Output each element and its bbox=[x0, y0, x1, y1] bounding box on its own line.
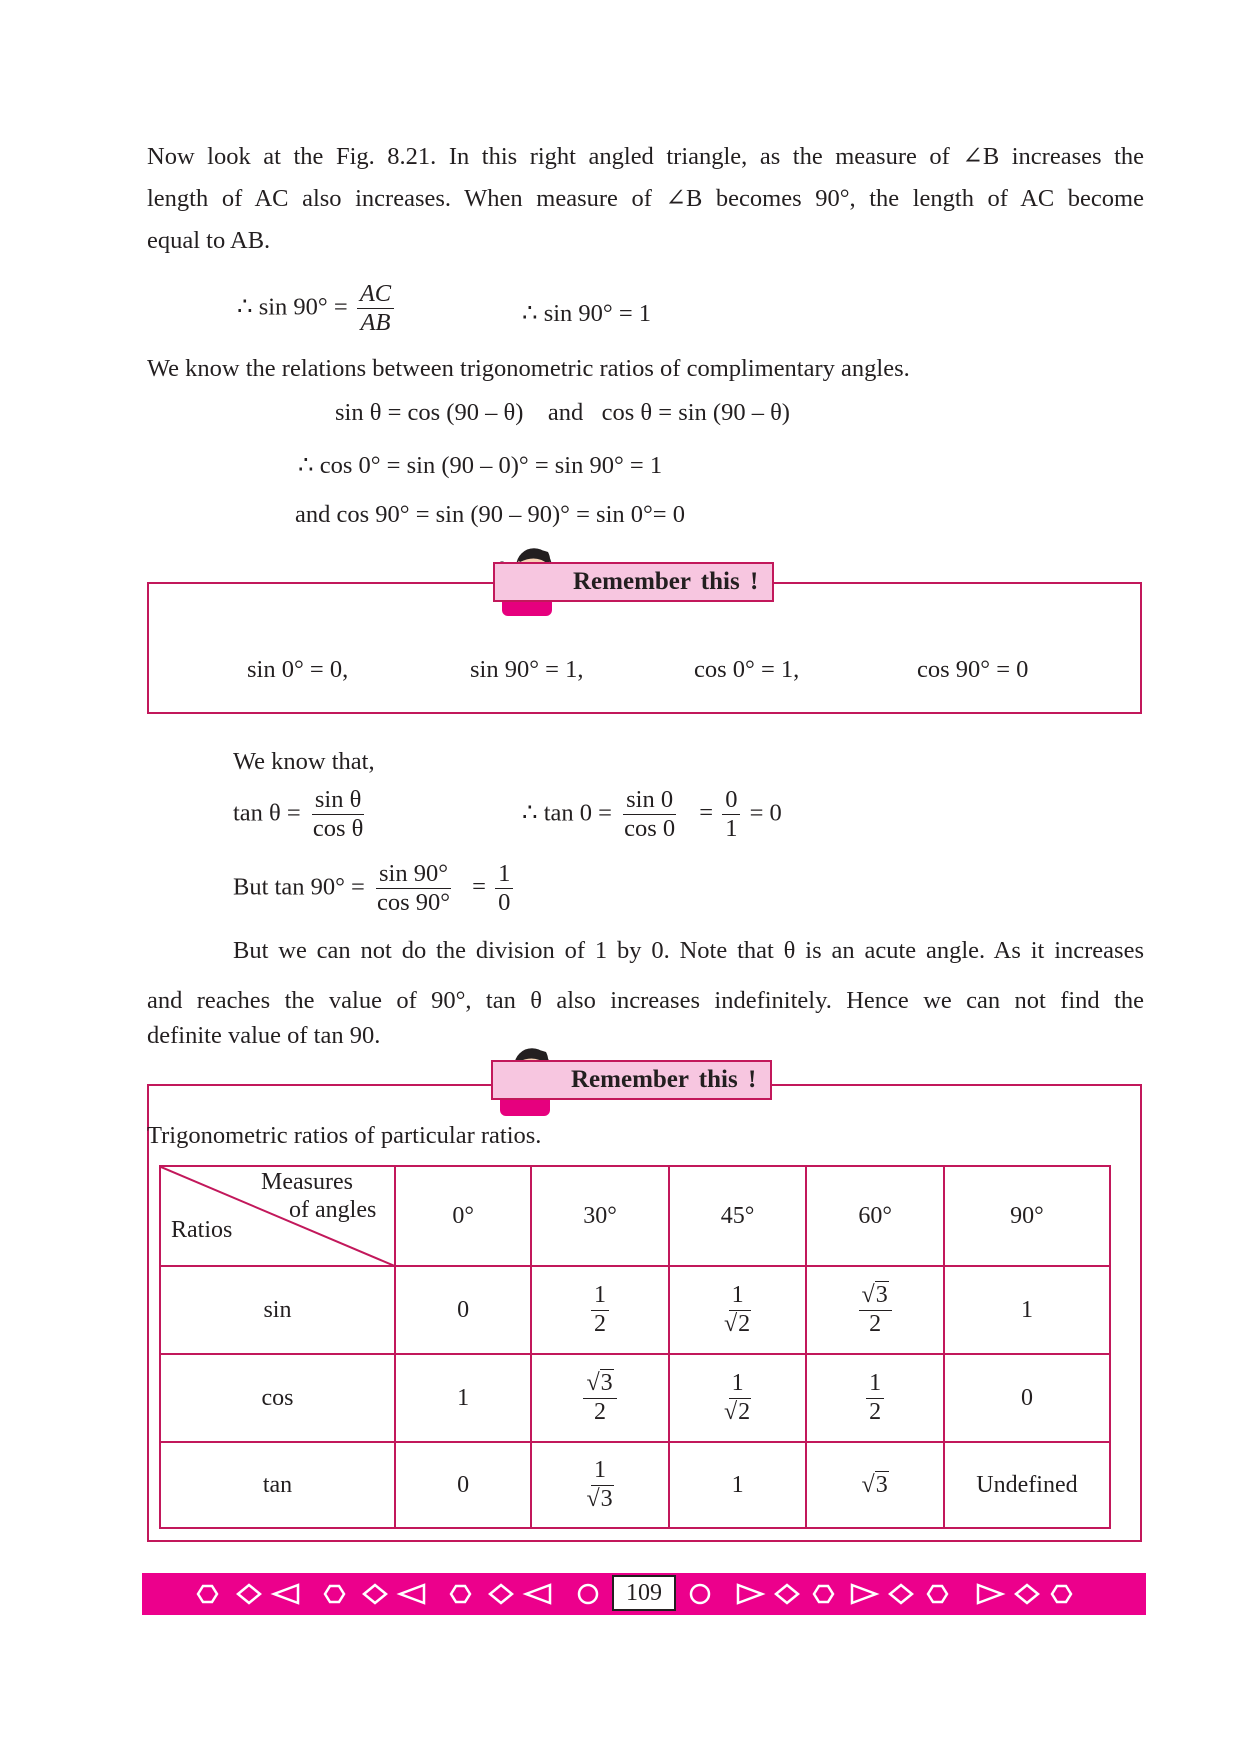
equation-cos0: ∴ cos 0° = sin (90 – 0)° = sin 90° = 1 bbox=[298, 452, 663, 479]
fraction-ac-ab bbox=[357, 280, 394, 337]
fraction-sin0-cos0 bbox=[621, 786, 678, 843]
equals-sign: = bbox=[699, 799, 714, 827]
paragraph-intro bbox=[147, 136, 1144, 262]
equation-tan0 bbox=[522, 786, 782, 843]
header-angle-60: 60° bbox=[806, 1166, 944, 1266]
tan-45-value: 1 bbox=[669, 1442, 807, 1528]
radicand: 2 bbox=[738, 1310, 751, 1337]
remember1-item-sin0: sin 0° = 0, bbox=[247, 656, 349, 683]
fraction-numerator: sin 0 bbox=[623, 786, 676, 815]
equation-complementary: sin θ = cos (90 – θ) and cos θ = sin (90 – θ) bbox=[335, 399, 790, 426]
remember1-item-cos90: cos 90° = 0 bbox=[917, 656, 1029, 683]
therefore-symbol: ∴ bbox=[237, 293, 253, 321]
radicand: 2 bbox=[738, 1398, 751, 1425]
equation-lhs: sin 90° = bbox=[258, 293, 348, 321]
paragraph-division-line3: definite value of tan 90. bbox=[147, 1022, 381, 1049]
fraction-0-1 bbox=[722, 786, 740, 843]
fraction-numerator: 1 bbox=[729, 1282, 747, 1311]
remember-banner-1: Remember this ! bbox=[493, 562, 774, 602]
fraction-1-0 bbox=[495, 860, 513, 917]
fraction-denominator: cos θ bbox=[312, 815, 364, 843]
fraction-denominator: 2 bbox=[869, 1398, 882, 1425]
equation-tan90 bbox=[233, 860, 516, 917]
header-of-angles: of angles bbox=[289, 1197, 377, 1223]
equation-sin90-ratio bbox=[237, 280, 397, 337]
sin-90-value: 1 bbox=[944, 1266, 1110, 1354]
radicand: 3 bbox=[600, 1369, 613, 1396]
equation-cos90: and cos 90° = sin (90 – 90)° = sin 0°= 0 bbox=[295, 501, 686, 528]
remember1-item-cos0: cos 0° = 1, bbox=[694, 656, 800, 683]
remember-banner-2: Remember this ! bbox=[491, 1060, 772, 1100]
fraction-numerator: 1 bbox=[591, 1457, 609, 1486]
cos-60-value bbox=[806, 1354, 944, 1442]
equation-sin90-result: ∴ sin 90° = 1 bbox=[522, 300, 652, 327]
header-angle-45: 45° bbox=[669, 1166, 807, 1266]
header-angle-30: 30° bbox=[531, 1166, 669, 1266]
fraction-denominator: 1 bbox=[725, 815, 738, 843]
fraction-numerator: 1 bbox=[729, 1370, 747, 1399]
trig-ratios-table bbox=[159, 1165, 1111, 1529]
tan-60-value: √3 bbox=[806, 1442, 944, 1528]
tan-30-value: $\frac{1}{√3}$ bbox=[531, 1442, 669, 1528]
radicand: 3 bbox=[600, 1485, 613, 1512]
tan-0-value: 0 bbox=[395, 1442, 531, 1528]
paragraph-division-line1: But we can not do the division of 1 by 0. Note that θ is an acute angle. As it increases bbox=[233, 937, 1144, 964]
paragraph-intro-line1: Now look at the Fig. 8.21. In this right angled triangle, as the measure of ∠B increases the bbox=[147, 143, 1144, 170]
paragraph-intro-line2: length of AC also increases. When measure of ∠B becomes 90°, the length of AC become bbox=[147, 185, 1144, 212]
equation-result: = 0 bbox=[749, 799, 782, 827]
fraction-denominator: 2 bbox=[594, 1310, 607, 1337]
radicand: 3 bbox=[875, 1471, 888, 1498]
fraction-numerator: 0 bbox=[722, 786, 740, 815]
fraction-numerator: AC bbox=[357, 280, 394, 309]
equals-sign: = bbox=[472, 873, 486, 901]
fraction-sin90-cos90 bbox=[374, 860, 453, 917]
remember1-item-sin90: sin 90° = 1, bbox=[470, 656, 584, 683]
equation-lhs: ∴ tan 0 = bbox=[522, 799, 612, 827]
paragraph-intro-line3: equal to AB. bbox=[147, 227, 271, 254]
header-ratios: Ratios bbox=[171, 1217, 233, 1243]
paragraph-division bbox=[147, 930, 1144, 1050]
tan-90-value: Undefined bbox=[944, 1442, 1110, 1528]
sin-45-value: $\frac{1}{√2}$ bbox=[669, 1266, 807, 1354]
paragraph-division-line2: and reaches the value of 90°, tan θ also increases indefinitely. Hence we can not find the bbox=[147, 987, 1144, 1014]
cos-30-value: $\frac{√3}{2}$ bbox=[531, 1354, 669, 1442]
fraction-denominator: 0 bbox=[498, 889, 511, 917]
table-header-row bbox=[160, 1166, 1110, 1266]
cos-0-value: 1 bbox=[395, 1354, 531, 1442]
cos-90-value: 0 bbox=[944, 1354, 1110, 1442]
paragraph-complementary: We know the relations between trigonometric ratios of complimentary angles. bbox=[147, 355, 910, 382]
cos-45-value: $\frac{1}{√2}$ bbox=[669, 1354, 807, 1442]
fraction-denominator: 2 bbox=[869, 1310, 882, 1337]
we-know-that: We know that, bbox=[233, 748, 375, 775]
table-row-tan bbox=[160, 1442, 1110, 1528]
fraction-sin-cos bbox=[310, 786, 367, 843]
fraction-numerator: sin 90° bbox=[376, 860, 451, 889]
fraction-numerator: 1 bbox=[591, 1282, 609, 1311]
header-diagonal-cell bbox=[160, 1166, 395, 1266]
fraction-numerator: 1 bbox=[866, 1370, 884, 1399]
header-angle-90: 90° bbox=[944, 1166, 1110, 1266]
equation-tan-definition bbox=[233, 786, 369, 843]
fraction-denominator: cos 90° bbox=[376, 889, 451, 917]
fraction-denominator: 2 bbox=[594, 1398, 607, 1425]
sin-0-value: 0 bbox=[395, 1266, 531, 1354]
sin-30-value bbox=[531, 1266, 669, 1354]
table-row-cos bbox=[160, 1354, 1110, 1442]
equation-lhs: But tan 90° = bbox=[233, 873, 365, 901]
sin-60-value: $\frac{√3}{2}$ bbox=[806, 1266, 944, 1354]
radicand: 3 bbox=[875, 1281, 888, 1308]
fraction-numerator: 1 bbox=[495, 860, 513, 889]
table-row-sin bbox=[160, 1266, 1110, 1354]
header-measures: Measures bbox=[261, 1169, 353, 1195]
header-angle-0: 0° bbox=[395, 1166, 531, 1266]
equation-lhs: tan θ = bbox=[233, 799, 301, 827]
fraction-denominator: AB bbox=[360, 309, 391, 337]
fraction-denominator: cos 0 bbox=[624, 815, 676, 843]
page-footer-band bbox=[142, 1573, 1146, 1615]
table-caption: Trigonometric ratios of particular ratios. bbox=[147, 1122, 542, 1149]
row-label-cos: cos bbox=[160, 1354, 395, 1442]
fraction-numerator: sin θ bbox=[312, 786, 364, 815]
row-label-sin: sin bbox=[160, 1266, 395, 1354]
page-number: 109 bbox=[612, 1575, 676, 1611]
row-label-tan: tan bbox=[160, 1442, 395, 1528]
